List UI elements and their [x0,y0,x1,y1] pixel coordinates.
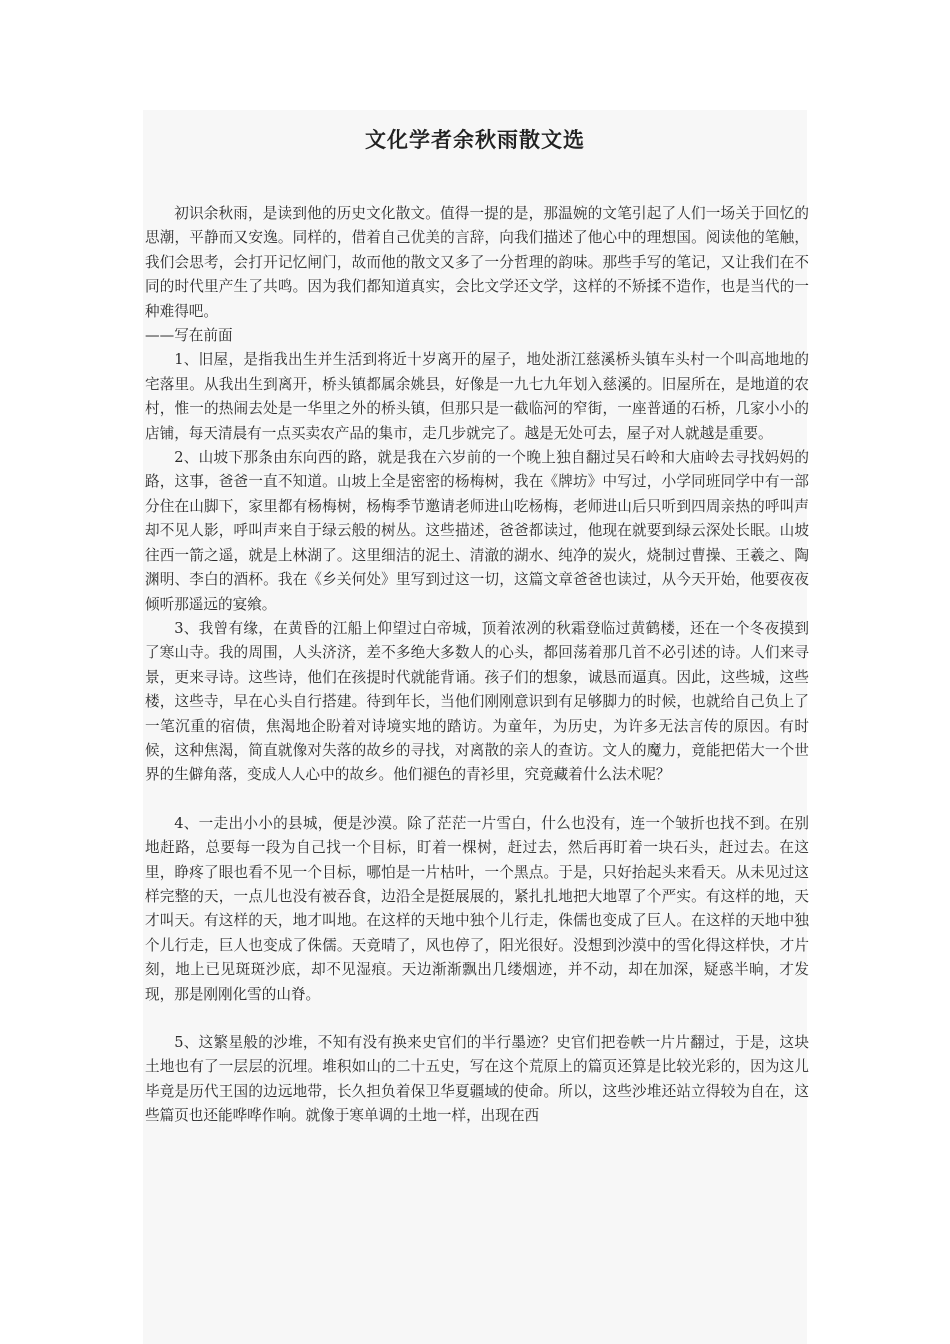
document-title: 文化学者余秋雨散文选 [365,128,585,152]
paragraph-4: 4、一走出小小的县城，便是沙漠。除了茫茫一片雪白，什么也没有，连一个皱折也找不到。在别地赶路，总要每一段为自己找一个目标，盯着一棵树，赶过去，然后再盯着一块石头，赶过去。在这里，睁疼了眼也看不见一个目标，哪怕是一片枯叶，一个黑点。于是，只好抬起头来看天。从未见过这样完整的天，一点儿也没有被吞食，边沿全是挺展展的，紧扎扎地把大地罩了个严实。有这样的地，天才叫天。有这样的天，地才叫地。在这样的天地中独个儿行走，侏儒也变成了巨人。在这样的天地中独个儿行走，巨人也变成了侏儒。天竟晴了，风也停了，阳光很好。没想到沙漠中的雪化得这样快，才片刻，地上已见斑斑沙底，却不见湿痕。天边渐渐飘出几缕烟迹，并不动，却在加深，疑惑半晌，才发现，那是刚刚化雪的山脊。 [145,814,809,1003]
preface-signature: ——写在前面 [145,327,233,345]
document-page [143,110,807,1344]
paragraph-1: 1、旧屋，是指我出生并生活到将近十岁离开的屋子，地处浙江慈溪桥头镇车头村一个叫高地地的宅落里。从我出生到离开，桥头镇都属余姚县，好像是一九七九年划入慈溪的。旧屋所在，是地道的农村，惟一的热闹去处是一华里之外的桥头镇，但那只是一截临河的窄街，一座普通的石桥，几家小小的店铺，每天清晨有一点买卖农产品的集市，走几步就完了。越是无处可去，屋子对人就越是重要。 [145,351,809,442]
document-body [145,202,809,1129]
paragraph-2: 2、山坡下那条由东向西的路，就是我在六岁前的一个晚上独自翻过吴石岭和大庙岭去寻找妈妈的路，这事，爸爸一直不知道。山坡上全是密密的杨梅树，我在《牌坊》中写过，小学同班同学中有一部分住在山脚下，家里都有杨梅树，杨梅季节邀请老师进山吃杨梅，老师进山后只听到四周亲热的呼叫声却不见人影，呼叫声来自于绿云般的树丛。这些描述，爸爸都读过，他现在就要到绿云深处长眠。山坡往西一箭之遥，就是上林湖了。这里细洁的泥土、清澈的湖水、纯净的炭火，烧制过曹操、王羲之、陶渊明、李白的酒杯。我在《乡关何处》里写到过这一切，这篇文章爸爸也读过，从今天开始，他要夜夜倾听那遥远的宴飨。 [145,449,809,613]
intro-paragraph: 初识余秋雨，是读到他的历史文化散文。值得一提的是，那温婉的文笔引起了人们一场关于回忆的思潮，平静而又安逸。同样的，借着自己优美的言辞，向我们描述了他心中的理想国。阅读他的笔触，我们会思考，会打开记忆闸门，故而他的散文又多了一分哲理的韵味。那些手写的笔记，又让我们在不同的时代里产生了共鸣。因为我们都知道真实，会比文学还文学，这样的不矫揉不造作，也是当代的一种难得吧。 [145,205,809,320]
paragraph-5: 5、这繁星般的沙堆，不知有没有换来史官们的半行墨迹？史官们把卷帙一片片翻过，于是，这块土地也有了一层层的沉埋。堆积如山的二十五史，写在这个荒原上的篇页还算是比较光彩的，因为这儿毕竟是历代王国的边远地带，长久担负着保卫华夏疆域的使命。所以，这些沙堆还站立得较为自在，这些篇页也还能哗哗作响。就像于寒单调的土地一样，出现在西 [145,1034,809,1125]
paragraph-3: 3、我曾有缘，在黄昏的江船上仰望过白帝城，顶着浓冽的秋霜登临过黄鹤楼，还在一个冬夜摸到了寒山寺。我的周围，人头济济，差不多绝大多数人的心头，都回荡着那几首不必引述的诗。人们来寻景，更来寻诗。这些诗，他们在孩提时代就能背诵。孩子们的想象，诚恳而逼真。因此，这些城，这些楼，这些寺，早在心头自行搭建。待到年长，当他们刚刚意识到有足够脚力的时候，也就给自己负上了一笔沉重的宿债，焦渴地企盼着对诗境实地的踏访。为童年，为历史，为许多无法言传的原因。有时候，这种焦渴，简直就像对失落的故乡的寻找，对离散的亲人的查访。文人的魔力，竟能把偌大一个世界的生僻角落，变成人人心中的故乡。他们褪色的青衫里，究竟藏着什么法术呢？ [145,619,809,784]
